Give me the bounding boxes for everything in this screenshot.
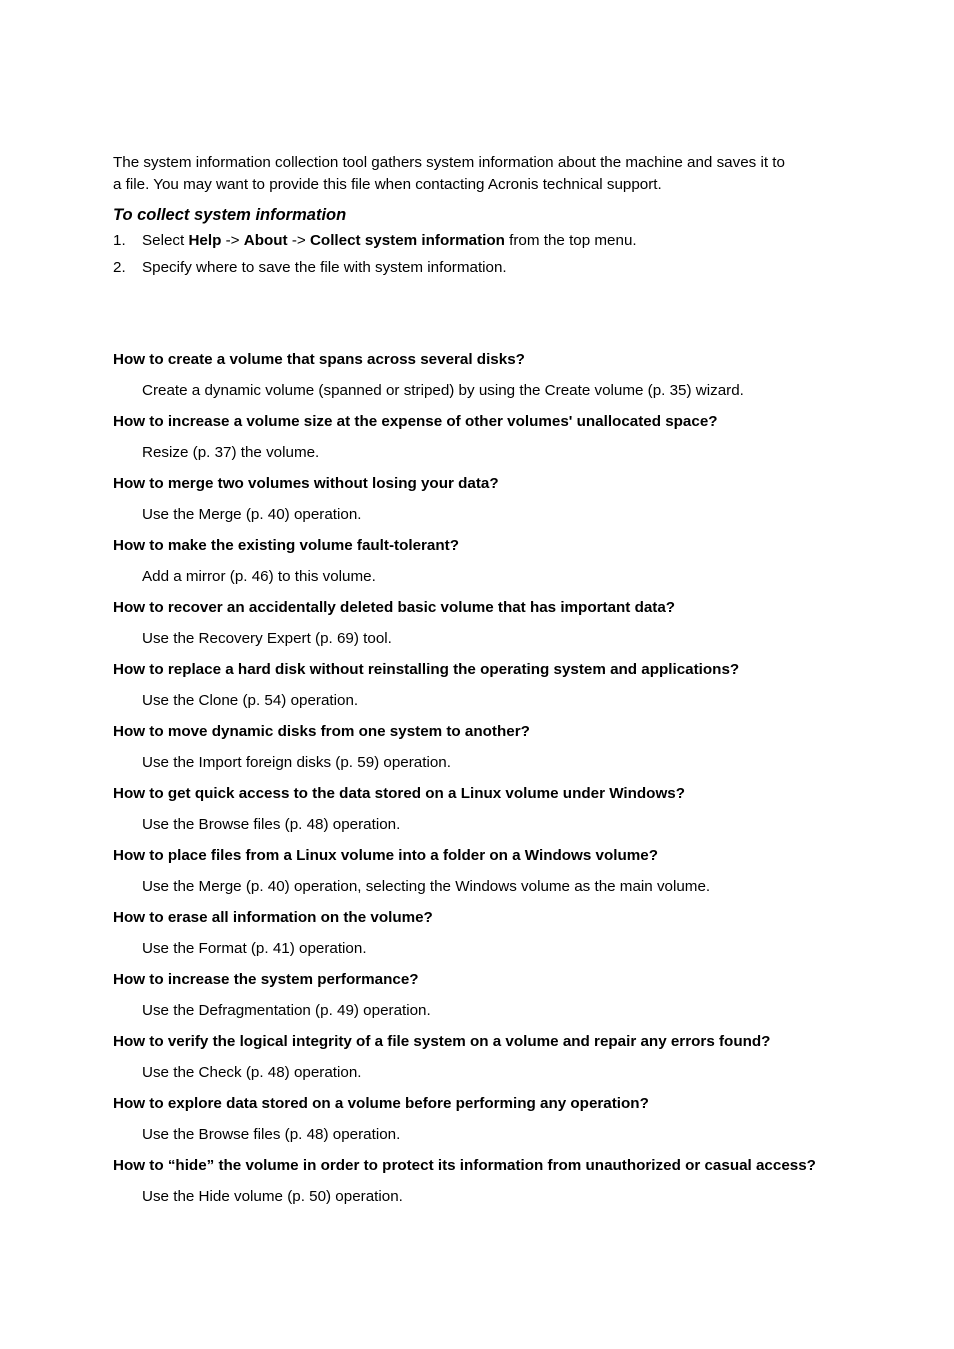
faq-question: How to move dynamic disks from one system to another? xyxy=(113,723,530,740)
step-number: 1. xyxy=(113,232,126,249)
faq-question: How to increase a volume size at the expense of other volumes' unallocated space? xyxy=(113,413,718,430)
intro-line-1: The system information collection tool gathers system information about the machine and saves it to xyxy=(113,154,785,171)
faq-item xyxy=(113,468,843,530)
faq-question: How to place files from a Linux volume into a folder on a Windows volume? xyxy=(113,847,658,864)
faq-question: How to make the existing volume fault-tolerant? xyxy=(113,537,459,554)
step-text-pre: Select xyxy=(142,232,189,249)
faq-answer: Use the Merge (p. 40) operation. xyxy=(142,506,362,523)
faq-answer: Use the Clone (p. 54) operation. xyxy=(142,692,359,709)
faq-item xyxy=(113,840,843,902)
procedure-step-1 xyxy=(113,229,843,256)
faq-question: How to increase the system performance? xyxy=(113,971,419,988)
faq-answer: Use the Browse files (p. 48) operation. xyxy=(142,816,401,833)
step-number: 2. xyxy=(113,259,126,276)
faq-question: How to “hide” the volume in order to protect its information from unauthorized or casual access? xyxy=(113,1157,816,1174)
faq-item xyxy=(113,716,843,778)
faq-item xyxy=(113,1150,843,1212)
faq-question: How to replace a hard disk without reinstalling the operating system and applications? xyxy=(113,661,740,678)
document-page xyxy=(113,152,843,1212)
procedure-step-2 xyxy=(113,256,843,283)
faq-answer: Use the Format (p. 41) operation. xyxy=(142,940,367,957)
step-text: Specify where to save the file with system information. xyxy=(142,259,507,276)
faq-question: How to merge two volumes without losing your data? xyxy=(113,475,499,492)
faq-item xyxy=(113,902,843,964)
faq-answer: Use the Import foreign disks (p. 59) operation. xyxy=(142,754,451,771)
faq-answer: Use the Check (p. 48) operation. xyxy=(142,1064,362,1081)
menu-separator: -> xyxy=(287,232,310,249)
menu-collect-system-information: Collect system information xyxy=(309,232,505,249)
intro-line-2: a file. You may want to provide this file when contacting Acronis technical support. xyxy=(113,176,662,193)
faq-question: How to explore data stored on a volume before performing any operation? xyxy=(113,1095,649,1112)
menu-separator: -> xyxy=(221,232,244,249)
faq-question: How to recover an accidentally deleted basic volume that has important data? xyxy=(113,599,676,616)
menu-help: Help xyxy=(188,232,222,249)
faq-answer: Add a mirror (p. 46) to this volume. xyxy=(142,568,376,585)
menu-about: About xyxy=(243,232,288,249)
procedure-title: To collect system information xyxy=(113,206,347,224)
faq-list xyxy=(113,344,843,1212)
faq-item xyxy=(113,1088,843,1150)
faq-answer: Use the Hide volume (p. 50) operation. xyxy=(142,1188,403,1205)
faq-item xyxy=(113,592,843,654)
procedure-steps xyxy=(113,229,843,283)
faq-answer: Resize (p. 37) the volume. xyxy=(142,444,320,461)
intro-paragraph xyxy=(113,152,843,196)
faq-answer: Use the Merge (p. 40) operation, selecting the Windows volume as the main volume. xyxy=(142,878,711,895)
faq-item xyxy=(113,406,843,468)
faq-item xyxy=(113,778,843,840)
faq-answer: Use the Browse files (p. 48) operation. xyxy=(142,1126,401,1143)
faq-item xyxy=(113,344,843,406)
faq-answer: Use the Defragmentation (p. 49) operation. xyxy=(142,1002,431,1019)
faq-question: How to get quick access to the data stored on a Linux volume under Windows? xyxy=(113,785,686,802)
faq-question: How to create a volume that spans across several disks? xyxy=(113,351,525,368)
faq-answer: Create a dynamic volume (spanned or striped) by using the Create volume (p. 35) wizard. xyxy=(142,382,744,399)
faq-question: How to verify the logical integrity of a file system on a volume and repair any errors found? xyxy=(113,1033,771,1050)
faq-question: How to erase all information on the volume? xyxy=(113,909,433,926)
faq-item xyxy=(113,1026,843,1088)
faq-item xyxy=(113,964,843,1026)
faq-item xyxy=(113,654,843,716)
faq-answer: Use the Recovery Expert (p. 69) tool. xyxy=(142,630,392,647)
faq-item xyxy=(113,530,843,592)
step-text-post: from the top menu. xyxy=(504,232,637,249)
